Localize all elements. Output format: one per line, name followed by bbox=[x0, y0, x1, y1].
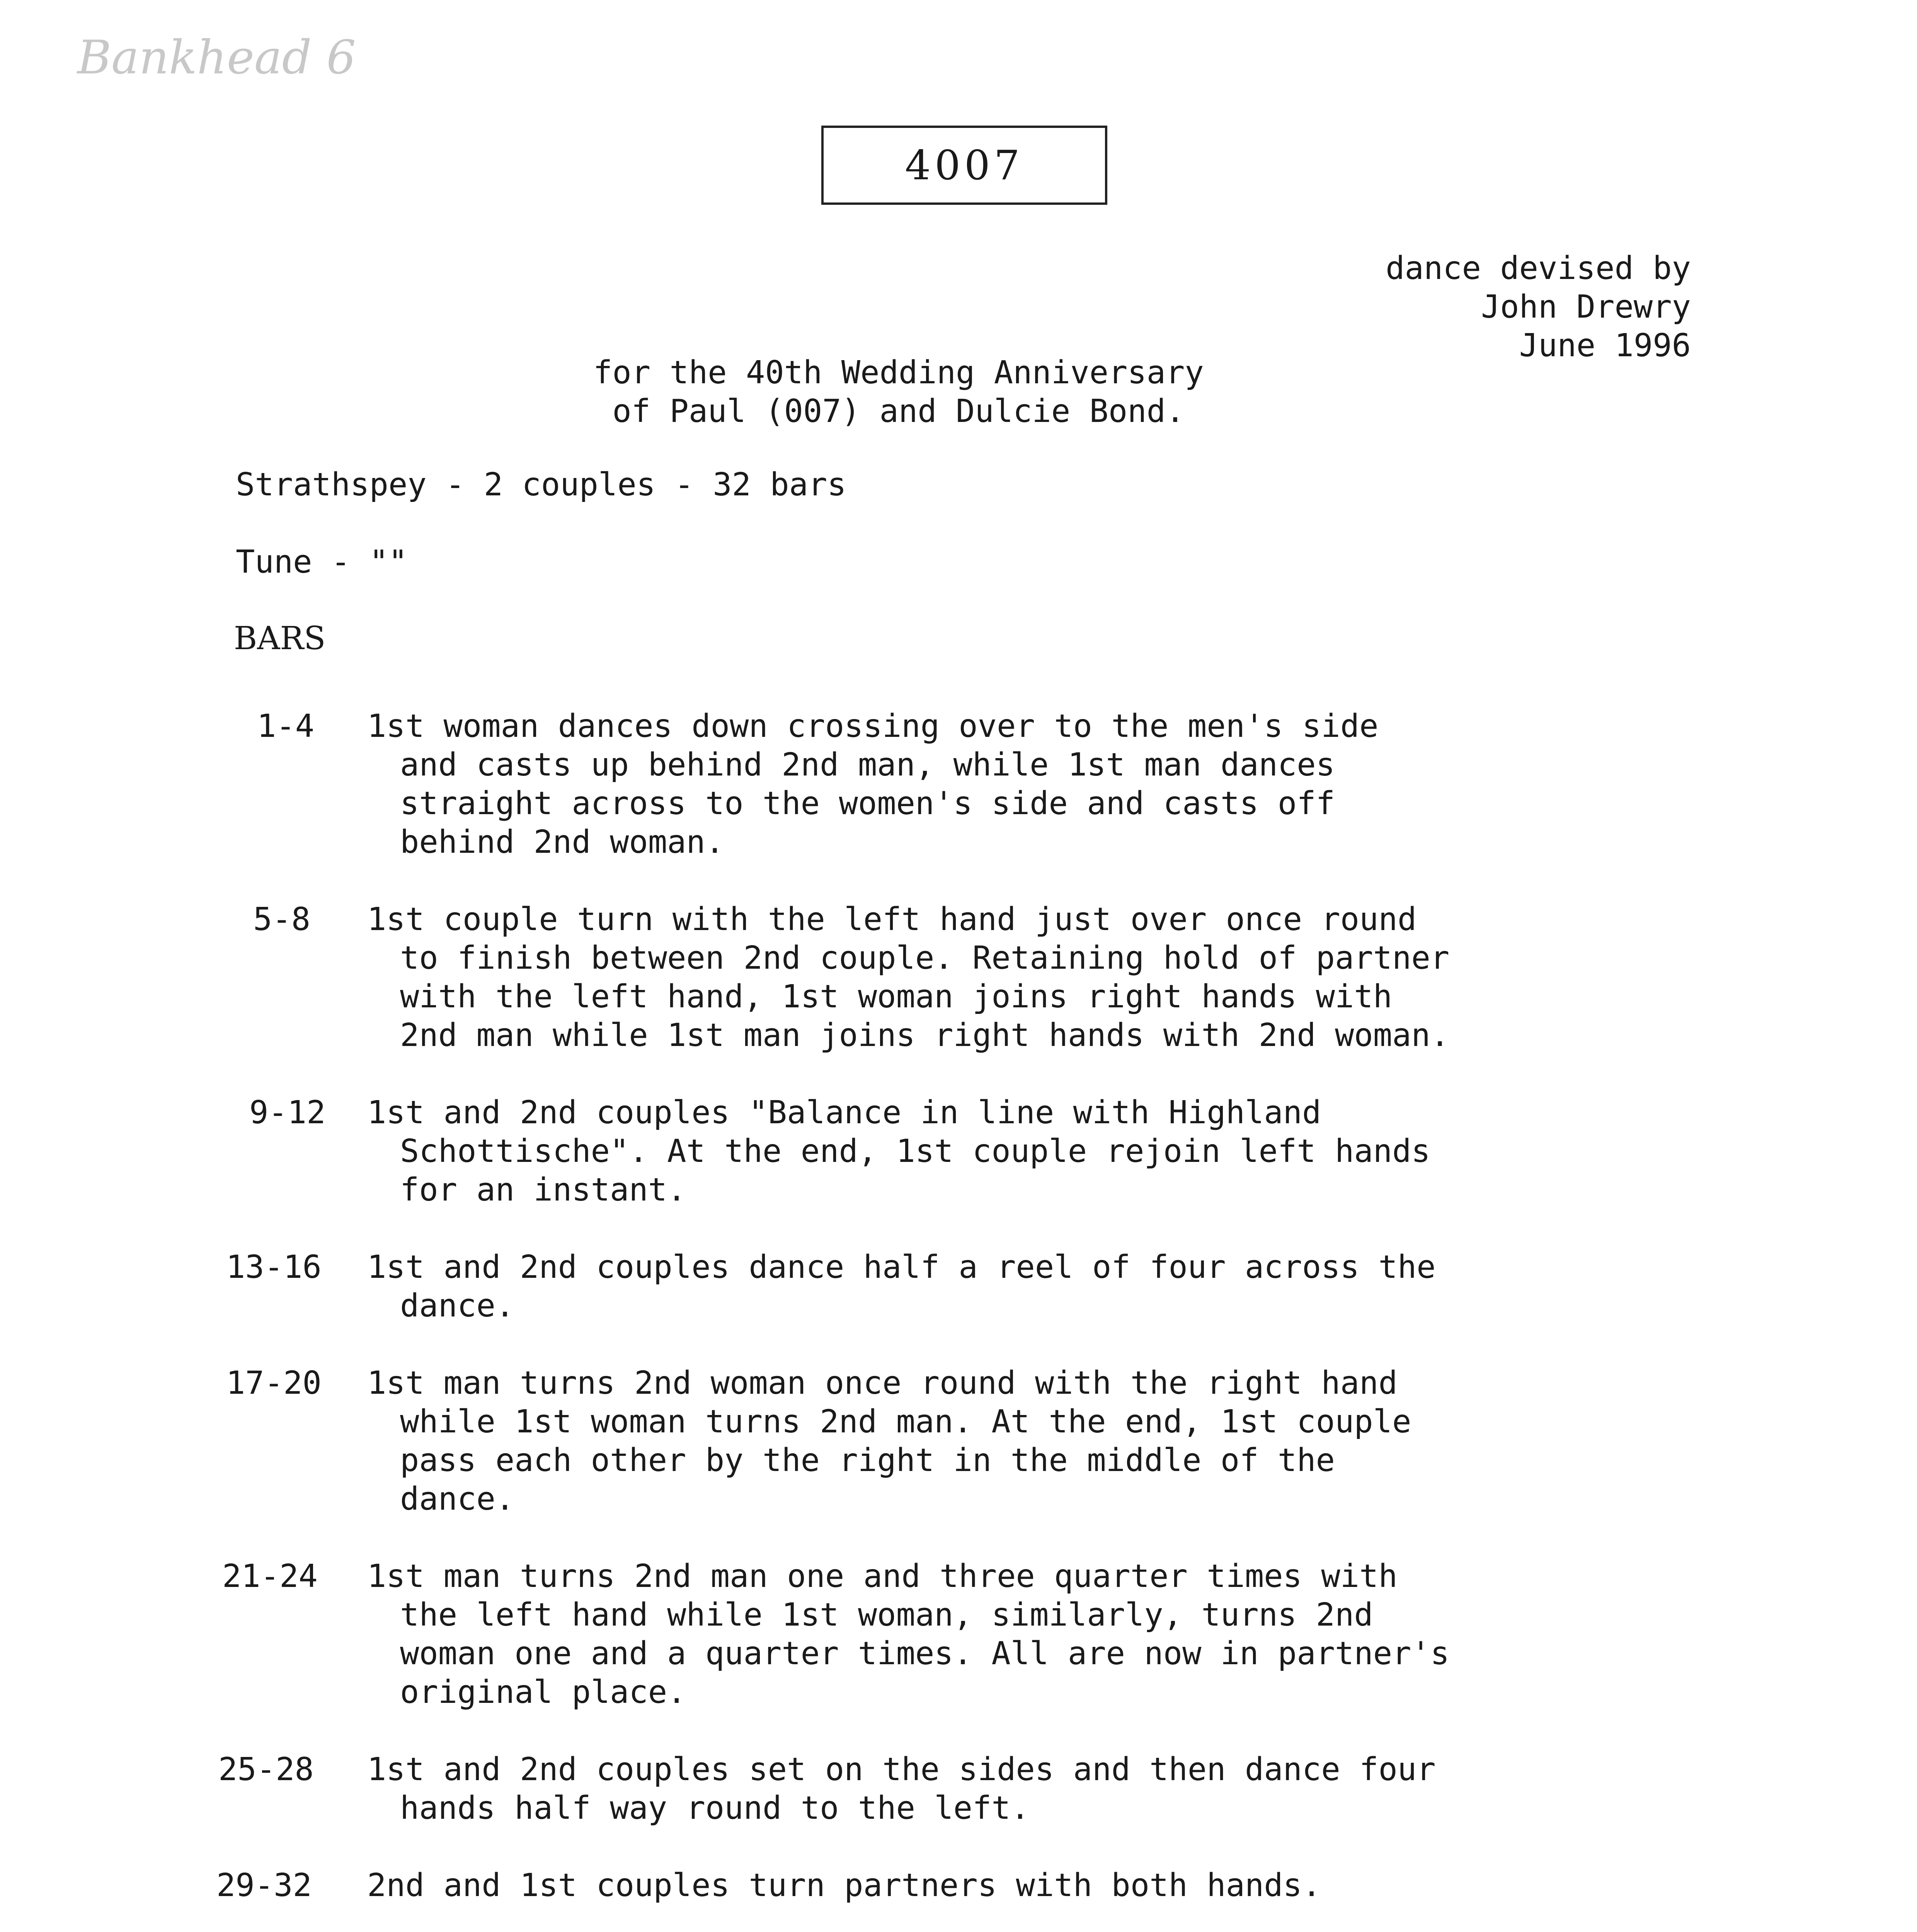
bar-description-line: 1st couple turn with the left hand just over once round bbox=[367, 901, 1417, 938]
bar-range: 25-28 bbox=[218, 1751, 314, 1788]
bar-description bbox=[367, 1248, 1436, 1325]
bar-description-line: hands half way round to the left. bbox=[400, 1790, 1030, 1827]
bar-range: 17-20 bbox=[226, 1365, 322, 1401]
bar-description bbox=[367, 1364, 1411, 1519]
bar-description-line: 1st and 2nd couples set on the sides and then dance four bbox=[367, 1751, 1436, 1788]
bar-description-line: original place. bbox=[400, 1674, 686, 1711]
bar-description-line: Schottische". At the end, 1st couple rejoin left hands bbox=[400, 1133, 1430, 1170]
bar-range: 5-8 bbox=[253, 901, 311, 938]
bar-description-line: while 1st woman turns 2nd man. At the end, 1st couple bbox=[400, 1403, 1411, 1440]
bar-description bbox=[367, 1750, 1436, 1828]
bar-description-line: and casts up behind 2nd man, while 1st man dances bbox=[400, 747, 1335, 783]
bar-description-line: dance. bbox=[400, 1481, 515, 1517]
bar-description-line: behind 2nd woman. bbox=[400, 824, 725, 861]
bar-range: 21-24 bbox=[222, 1558, 318, 1595]
bar-description-line: with the left hand, 1st woman joins right hands with bbox=[400, 978, 1393, 1015]
dance-format: Strathspey - 2 couples - 32 bars bbox=[236, 466, 846, 503]
dedication-block bbox=[593, 354, 1204, 431]
bar-description-line: 2nd and 1st couples turn partners with both hands. bbox=[367, 1867, 1321, 1904]
handwritten-note: Bankhead 6 bbox=[77, 31, 356, 85]
dedication-line-2: of Paul (007) and Dulcie Bond. bbox=[612, 393, 1185, 430]
dance-number-box bbox=[821, 126, 1107, 205]
bar-range: 1-4 bbox=[257, 708, 315, 745]
credits-author: John Drewry bbox=[1481, 289, 1691, 325]
bar-description-line: 1st woman dances down crossing over to the men's side bbox=[367, 708, 1379, 745]
credits-date: June 1996 bbox=[1519, 327, 1691, 364]
dedication-line-1: for the 40th Wedding Anniversary bbox=[593, 354, 1204, 391]
bar-description bbox=[367, 1866, 1321, 1905]
bar-description-line: 2nd man while 1st man joins right hands with 2nd woman. bbox=[400, 1017, 1450, 1054]
bar-description-line: pass each other by the right in the middle of the bbox=[400, 1442, 1335, 1479]
bars-heading: BARS bbox=[234, 620, 326, 657]
bar-description-line: for an instant. bbox=[400, 1172, 686, 1208]
credits-block bbox=[1386, 249, 1691, 365]
bar-description-line: 1st and 2nd couples "Balance in line with Highland bbox=[367, 1094, 1321, 1131]
bar-range: 13-16 bbox=[226, 1249, 322, 1286]
bar-range: 29-32 bbox=[216, 1867, 312, 1904]
dance-number: 4007 bbox=[905, 141, 1024, 189]
bar-description-line: dance. bbox=[400, 1287, 515, 1324]
bar-description bbox=[367, 900, 1449, 1055]
bar-description-line: the left hand while 1st woman, similarly, turns 2nd bbox=[400, 1597, 1373, 1633]
bar-description bbox=[367, 1094, 1430, 1209]
bar-description-line: 1st man turns 2nd woman once round with the right hand bbox=[367, 1365, 1398, 1401]
bar-description-line: 1st man turns 2nd man one and three quarter times with bbox=[367, 1558, 1398, 1595]
bar-description-line: woman one and a quarter times. All are now in partner's bbox=[400, 1635, 1450, 1672]
bar-description-line: to finish between 2nd couple. Retaining hold of partner bbox=[400, 940, 1450, 976]
dance-tune: Tune - "" bbox=[236, 544, 408, 580]
bar-description-line: straight across to the women's side and casts off bbox=[400, 785, 1335, 822]
bar-range: 9-12 bbox=[249, 1094, 326, 1131]
bar-description-line: 1st and 2nd couples dance half a reel of four across the bbox=[367, 1249, 1436, 1286]
bar-description bbox=[367, 707, 1379, 862]
bar-description bbox=[367, 1557, 1449, 1712]
credits-line-1: dance devised by bbox=[1386, 250, 1691, 287]
